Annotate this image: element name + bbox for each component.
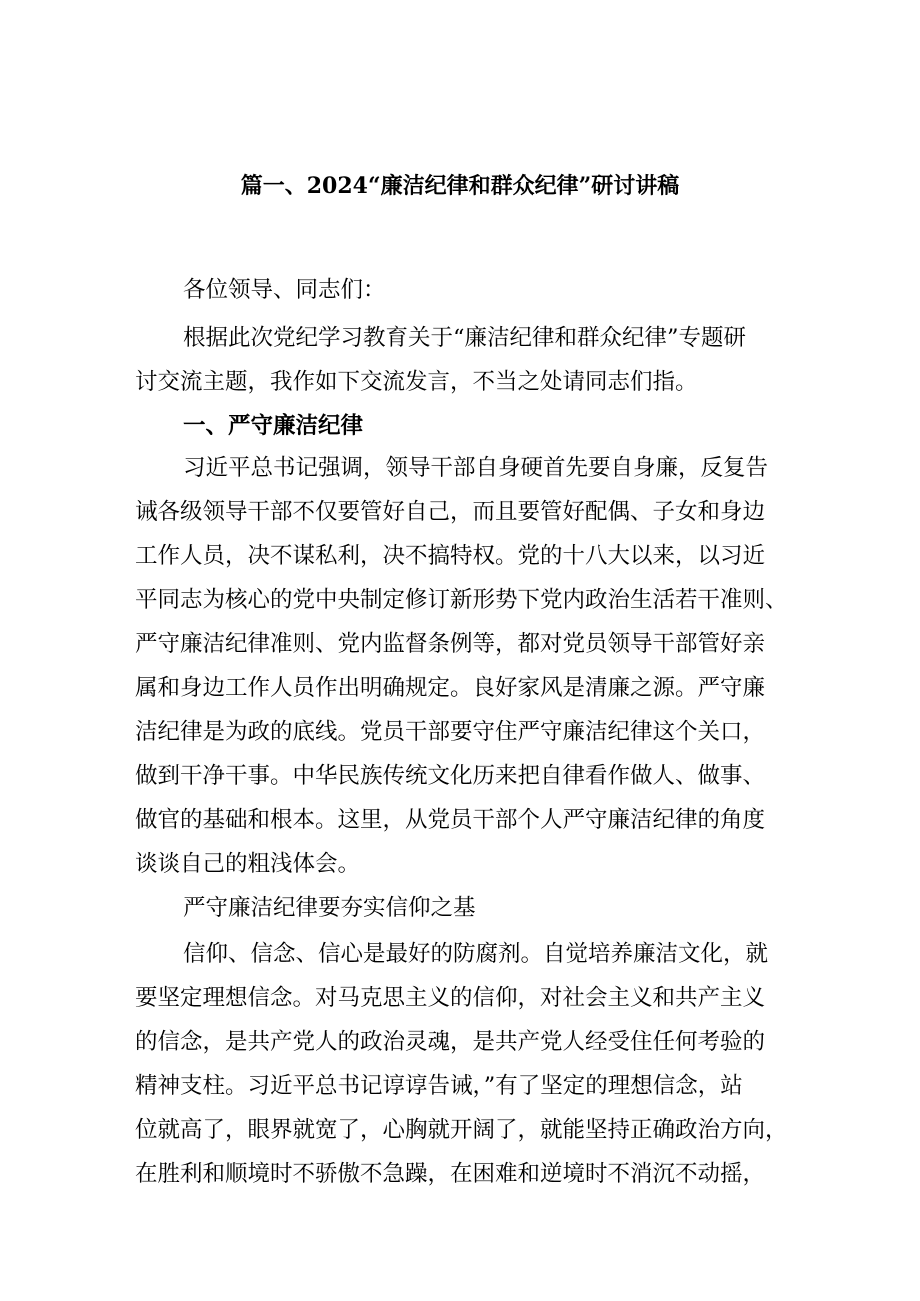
paragraph-line: 工作人员，决不谋私利，决不搞特权。党的十八大以来，以习近 [135,543,766,569]
paragraph-line: 洁纪律是为政的底线。党员干部要守住严守廉洁纪律这个关口， [135,719,766,745]
paragraph-line: 谈谈自己的粗浅体会。 [135,851,361,877]
paragraph-line: 各位领导、同志们： [183,277,386,303]
paragraph-line: 属和身边工作人员作出明确规定。良好家风是清廉之源。严守廉 [135,675,766,701]
paragraph-line: 诫各级领导干部不仅要管好自己，而且要管好配偶、子女和身边 [135,499,766,525]
paragraph-line: 严守廉洁纪律准则、党内监督条例等，都对党员领导干部管好亲 [135,631,766,657]
paragraph-line: 位就高了，眼界就宽了，心胸就开阔了，就能坚持正确政治方向， [135,1117,788,1143]
paragraph-line: 做官的基础和根本。这里，从党员干部个人严守廉洁纪律的角度 [135,807,766,833]
paragraph-line: 平同志为核心的党中央制定修订新形势下党内政治生活若干准则、 [135,587,788,613]
paragraph-line: 严守廉洁纪律要夯实信仰之基 [183,895,476,921]
paragraph-line: 习近平总书记强调，领导干部自身硬首先要自身廉，反复告 [183,455,769,481]
paragraph-line: 精神支柱。习近平总书记谆谆告诫，”有了坚定的理想信念，站 [135,1073,743,1099]
paragraph-line: 做到干净干事。中华民族传统文化历来把自律看作做人、做事、 [135,763,766,789]
paragraph-line: 根据此次党纪学习教育关于“廉洁纪律和群众纪律”专题研 [183,325,747,351]
paragraph-line: 要坚定理想信念。对马克思主义的信仰，对社会主义和共产主义 [135,985,766,1011]
section-heading: 一、严守廉洁纪律 [183,413,364,439]
paragraph-line: 在胜利和顺境时不骄傲不急躁，在困难和逆境时不消沉不动摇， [135,1161,766,1187]
paragraph-line: 的信念，是共产党人的政治灵魂，是共产党人经受住任何考验的 [135,1029,766,1055]
paragraph-line: 讨交流主题，我作如下交流发言，不当之处请同志们指。 [135,369,698,395]
paragraph-line: 信仰、信念、信心是最好的防腐剂。自觉培养廉洁文化，就 [183,941,769,967]
document-title: 篇一、2024“廉洁纪律和群众纪律”研讨讲稿 [240,173,680,199]
